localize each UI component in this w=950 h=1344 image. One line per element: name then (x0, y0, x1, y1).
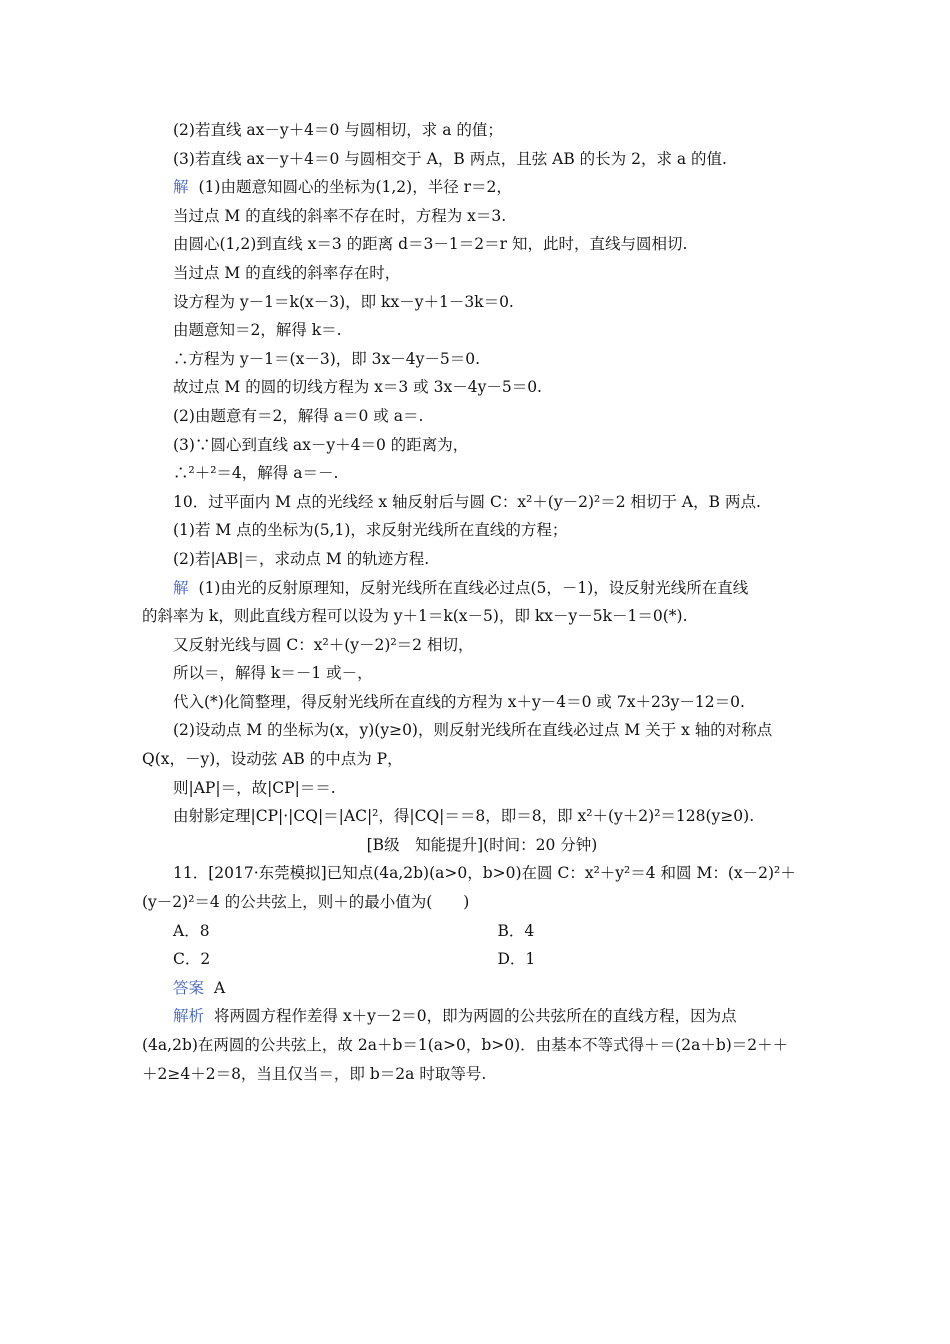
text-line (142, 230, 822, 259)
line-text: (2)设动点 M 的坐标为(x，y)(y≥0)，则反射光线所在直线必过点 M 关于 x 轴的对称点 (173, 721, 773, 740)
option-row (142, 945, 822, 974)
text-line (142, 459, 822, 488)
line-text: 代入(*)化简整理，得反射光线所在直线的方程为 x＋y－4＝0 或 7x＋23y－12＝0. (173, 692, 745, 711)
text-line (142, 202, 822, 231)
line-text: 的斜率为 k，则此直线方程可以设为 y＋1＝k(x－5)，即 kx－y－5k－1＝0(*). (142, 607, 688, 626)
line-text: 所以＝，解得 k＝－1 或－， (173, 664, 373, 683)
line-text: 由圆心(1,2)到直线 x＝3 的距离 d＝3－1＝2＝r 知，此时，直线与圆相切. (173, 235, 688, 254)
option-item: A．8 (173, 921, 210, 940)
text-line (142, 1002, 822, 1031)
text-line (142, 345, 822, 374)
option-item: B．4 (497, 921, 535, 940)
analysis-block (142, 1002, 822, 1088)
answer-value: A (214, 978, 226, 997)
line-text: (3)∵圆心到直线 ax－y＋4＝0 的距离为， (173, 435, 469, 454)
line-text: 设方程为 y－1＝k(x－3)，即 kx－y＋1－3k＝0. (173, 292, 514, 311)
text-line (142, 1031, 822, 1060)
text-line (142, 488, 822, 517)
text-line (142, 173, 822, 202)
text-line (142, 831, 822, 860)
text-line (142, 259, 822, 288)
document-body (142, 116, 822, 1088)
line-text: (1)由光的反射原理知，反射光线所在直线必过点(5，－1)，设反射光线所在直线 (198, 578, 749, 597)
line-text: (2)若直线 ax－y＋4＝0 与圆相切，求 a 的值； (173, 121, 503, 139)
solution-label: 解 (173, 178, 189, 197)
text-line (142, 602, 822, 631)
text-line (142, 631, 822, 660)
option-row (142, 917, 822, 946)
line-text: (1)若 M 点的坐标为(5,1)，求反射光线所在直线的方程； (173, 521, 568, 540)
line-text: 当过点 M 的直线的斜率存在时， (173, 263, 401, 282)
text-line (142, 745, 822, 774)
text-line (142, 774, 822, 803)
line-text: ∴方程为 y－1＝(x－3)，即 3x－4y－5＝0. (173, 349, 481, 368)
line-text: (2)若|AB|＝，求动点 M 的轨迹方程. (173, 549, 430, 568)
line-text: ∴²＋²＝4，解得 a＝－. (173, 464, 339, 483)
line-text: 由射影定理|CP|·|CQ|＝|AC|²，得|CQ|＝＝8，即＝8，即 x²＋(y＋2)²＝128(y≥0). (173, 807, 755, 826)
line-text: 10．过平面内 M 点的光线经 x 轴反射后与圆 C：x²＋(y－2)²＝2 相切于 A，B 两点. (173, 492, 761, 511)
solution-lines (142, 116, 822, 917)
line-text: [B级 知能提升](时间：20 分钟) (366, 835, 598, 854)
solution-label: 解析 (173, 1007, 205, 1026)
line-text: 将两圆方程作差得 x＋y－2＝0，即为两圆的公共弦所在的直线方程，因为点 (214, 1007, 737, 1026)
line-text: (2)由题意有＝2，解得 a＝0 或 a＝. (173, 406, 424, 425)
line-text: 11．[2017·东莞模拟]已知点(4a,2b)(a>0，b>0)在圆 C：x²＋y²＝4 和圆 M：(x－2)²＋ (173, 864, 796, 883)
option-item: D．1 (497, 950, 536, 969)
answer-label: 答案 (173, 978, 205, 997)
text-line (142, 574, 822, 603)
line-text: (4a,2b)在两圆的公共弦上，故 2a＋b＝1(a>0，b>0)．由基本不等式得＋＝(2a＋b)＝2＋＋ (142, 1036, 789, 1054)
text-line (142, 431, 822, 460)
line-text: 则|AP|＝，故|CP|＝＝. (173, 778, 336, 797)
text-line (142, 688, 822, 717)
line-text: (y－2)²＝4 的公共弦上，则＋的最小值为( ) (142, 893, 470, 912)
text-line (142, 716, 822, 745)
text-line (142, 288, 822, 317)
option-item: C．2 (173, 950, 211, 969)
line-text: 当过点 M 的直线的斜率不存在时，方程为 x＝3. (173, 206, 507, 225)
text-line (142, 802, 822, 831)
text-line (142, 659, 822, 688)
solution-label: 解 (173, 578, 189, 597)
text-line (142, 545, 822, 574)
answer-options (142, 917, 822, 974)
text-line (142, 888, 822, 917)
answer-line (142, 974, 822, 1003)
text-line (142, 516, 822, 545)
text-line (142, 373, 822, 402)
line-text: 又反射光线与圆 C：x²＋(y－2)²＝2 相切， (173, 635, 474, 654)
text-line (142, 316, 822, 345)
line-text: (3)若直线 ax－y＋4＝0 与圆相交于 A，B 两点，且弦 AB 的长为 2，求 a 的值. (173, 149, 727, 168)
line-text: (1)由题意知圆心的坐标为(1,2)，半径 r＝2， (198, 178, 512, 197)
text-line (142, 1060, 822, 1089)
line-text: 由题意知＝2，解得 k＝. (173, 321, 342, 340)
text-line (142, 145, 822, 174)
line-text: 故过点 M 的圆的切线方程为 x＝3 或 3x－4y－5＝0. (173, 378, 542, 397)
text-line (142, 402, 822, 431)
text-line (142, 116, 822, 145)
text-line (142, 859, 822, 888)
line-text: Q(x，－y)，设动弦 AB 的中点为 P， (142, 750, 403, 769)
line-text: ＋2≥4＋2＝8，当且仅当＝，即 b＝2a 时取等号. (142, 1064, 487, 1083)
